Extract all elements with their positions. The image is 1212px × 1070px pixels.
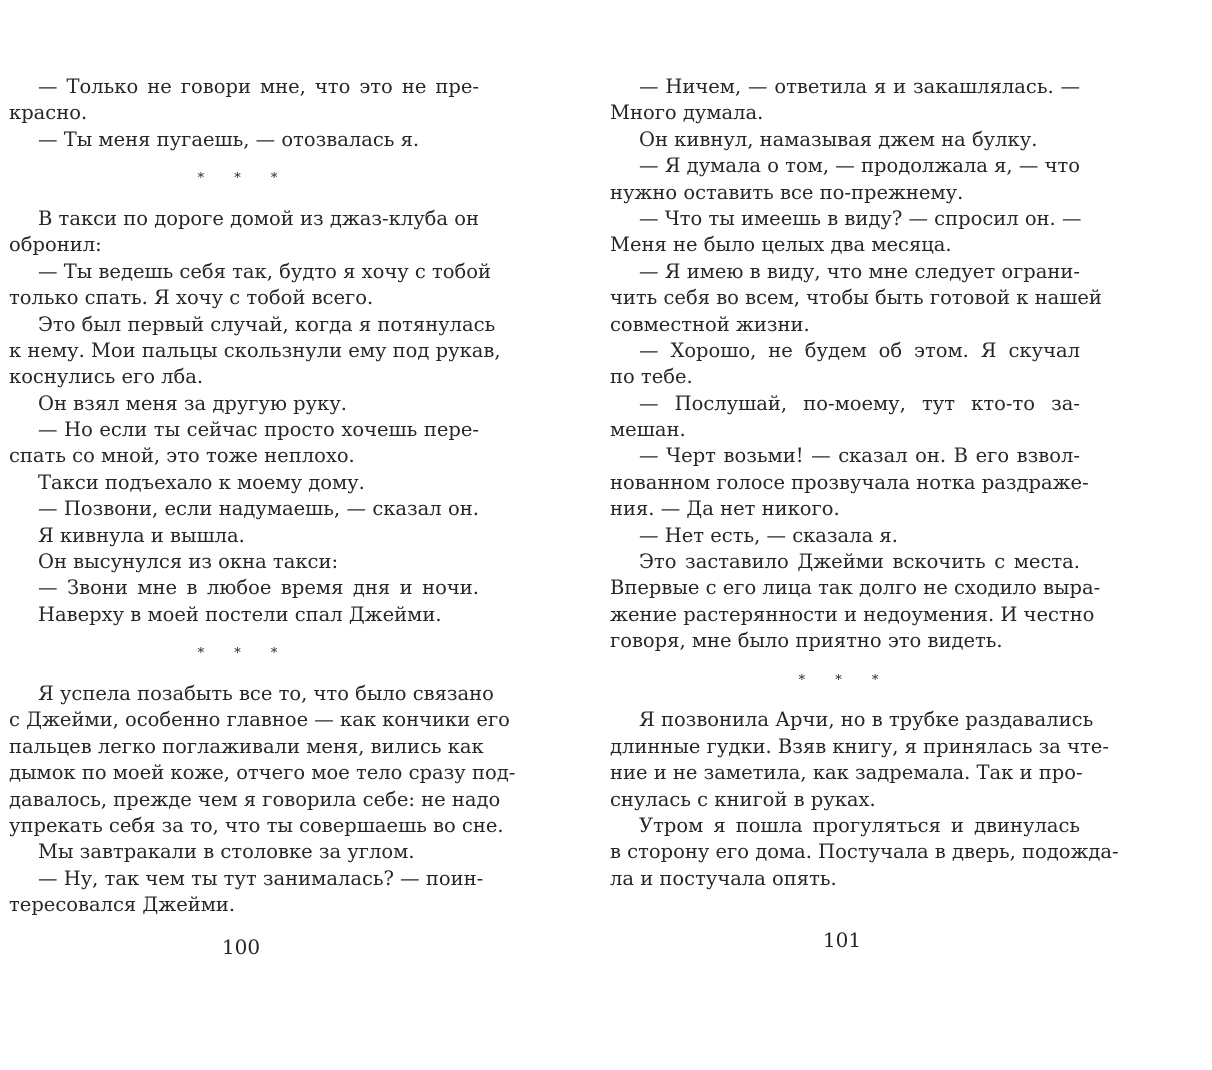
text-line: жение растерянности и недоумения. И честно [610, 602, 1095, 626]
section-break: * * * [197, 646, 291, 662]
text-line: снулась с книгой в руках. [610, 787, 876, 811]
text-line: к нему. Мои пальцы скользнули ему под рукав, [9, 338, 501, 362]
text-line: тересовался Джейми. [9, 893, 236, 917]
text-line: в сторону его дома. Постучала в дверь, подожда- [610, 840, 1119, 864]
text-line: — Я думала о том, — продолжала я, — что [639, 154, 1080, 178]
text-line: Наверху в моей постели спал Джейми. [38, 602, 442, 626]
text-line: чить себя во всем, чтобы быть готовой к нашей [610, 286, 1102, 310]
text-line: — Хорошо, не будем об этом. Я скучал [639, 338, 1080, 362]
section-break: * * * [798, 672, 892, 688]
text-line: нованном голосе прозвучала нотка раздраже- [610, 470, 1089, 494]
text-line: мешан. [610, 418, 686, 442]
page-number: 101 [822, 928, 862, 952]
text-line: обронил: [9, 233, 102, 257]
text-line: Я кивнула и вышла. [38, 523, 245, 547]
text-line: ла и постучала опять. [610, 866, 837, 890]
text-line: Я успела позабыть все то, что было связано [38, 682, 494, 706]
text-line: Впервые с его лица так долго не сходило выра- [610, 576, 1101, 600]
text-line: — Послушай, по-моему, тут кто-то за- [639, 391, 1080, 415]
text-line: давалось, прежде чем я говорила себе: не надо [9, 787, 501, 811]
section-break: * * * [197, 171, 291, 187]
text-line: — Только не говори мне, что это не пре- [38, 75, 479, 98]
text-line: говоря, мне было приятно это видеть. [610, 629, 1003, 653]
text-line: упрекать себя за то, что ты совершаешь во сне. [9, 813, 504, 837]
text-line: Много думала. [610, 101, 764, 125]
text-line: только спать. Я хочу с тобой всего. [9, 286, 374, 310]
text-line: — Что ты имеешь в виду? — спросил он. — [639, 206, 1082, 230]
text-line: ния. — Да нет никого. [610, 497, 840, 521]
text-line: Это заставило Джейми вскочить с места. [639, 550, 1080, 574]
text-line: дымок по моей коже, отчего мое тело сразу под- [9, 761, 516, 785]
text-line: красно. [9, 101, 88, 125]
text-line: по тебе. [610, 365, 693, 389]
text-line: — Но если ты сейчас просто хочешь пере- [38, 418, 479, 442]
text-line: Он высунулся из окна такси: [38, 550, 339, 574]
text-line: Меня не было целых два месяца. [610, 233, 952, 257]
text-line: нужно оставить все по-прежнему. [610, 180, 964, 204]
left-page-text [9, 74, 516, 919]
text-line: Утром я пошла прогуляться и двинулась [639, 813, 1080, 837]
text-line: Мы завтракали в столовке за углом. [38, 840, 415, 864]
text-line: Это был первый случай, когда я потянулась [38, 312, 496, 336]
text-line: — Черт возьми! — сказал он. В его взвол- [639, 444, 1080, 468]
text-line: В такси по дороге домой из джаз-клуба он [38, 206, 479, 230]
text-line: ние и не заметила, как задремала. Так и про- [610, 761, 1083, 785]
text-line: длинные гудки. Взяв книгу, я принялась за чте- [610, 734, 1109, 758]
text-line: — Ничем, — ответила я и закашлялась. — [639, 75, 1080, 98]
text-line: Он кивнул, намазывая джем на булку. [639, 127, 1038, 151]
text-line: Он взял меня за другую руку. [38, 391, 347, 415]
text-line: — Ты ведешь себя так, будто я хочу с тобой [38, 259, 492, 283]
text-line: — Позвони, если надумаешь, — сказал он. [38, 497, 479, 521]
text-line: — Ты меня пугаешь, — отозвалась я. [38, 127, 420, 151]
text-line: Я позвонила Арчи, но в трубке раздавались [639, 708, 1094, 732]
text-line: — Я имею в виду, что мне следует ограни- [639, 259, 1080, 283]
right-page-text [610, 74, 1119, 892]
text-line: — Звони мне в любое время дня и ночи. [38, 576, 479, 600]
text-line: совместной жизни. [610, 312, 810, 336]
text-line: пальцев легко поглаживали меня, вились как [9, 734, 484, 758]
page-number: 100 [221, 935, 261, 959]
text-line: Такси подъехало к моему дому. [38, 470, 365, 494]
text-line: — Нет есть, — сказала я. [639, 523, 898, 547]
text-line: коснулись его лба. [9, 365, 204, 389]
text-line: — Ну, так чем ты тут занималась? — поин- [38, 866, 484, 890]
text-line: с Джейми, особенно главное — как кончики его [9, 708, 510, 732]
text-line: спать со мной, это тоже неплохо. [9, 444, 355, 468]
